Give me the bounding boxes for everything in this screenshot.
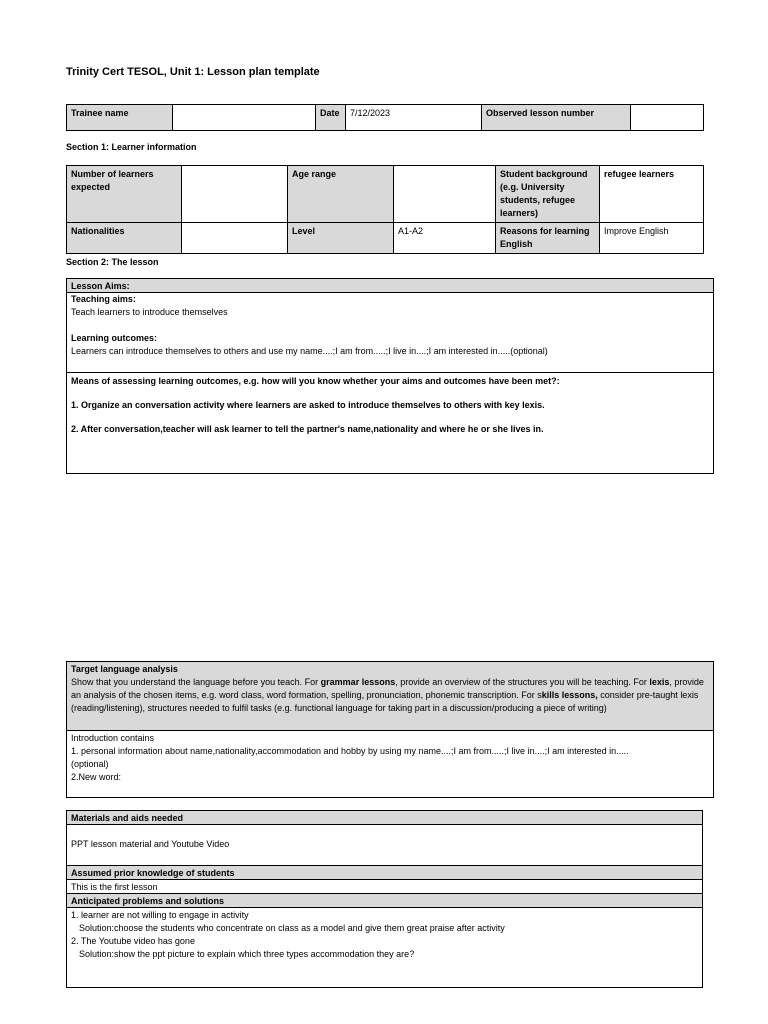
problems-label: Anticipated problems and solutions xyxy=(67,894,702,908)
problem-line: 2. The Youtube video has gone xyxy=(71,936,195,946)
trainee-name-label: Trainee name xyxy=(67,105,173,131)
materials-field[interactable]: PPT lesson material and Youtube Video xyxy=(67,825,702,866)
reasons-label: Reasons for learning English xyxy=(496,223,600,254)
solution-line: Solution:show the ppt picture to explain which three types accommodation they are? xyxy=(79,949,415,959)
learner-info-table xyxy=(66,165,704,254)
background-field[interactable]: refugee learners xyxy=(600,166,704,223)
target-language-content[interactable] xyxy=(67,731,713,785)
target-language-box xyxy=(66,661,714,798)
target-language-title: Target language analysis xyxy=(71,664,178,674)
age-range-field[interactable] xyxy=(394,166,496,223)
trainee-info-table xyxy=(66,104,704,131)
prior-knowledge-field[interactable]: This is the first lesson xyxy=(67,880,702,894)
nationalities-label: Nationalities xyxy=(67,223,182,254)
target-language-header xyxy=(67,662,713,731)
problems-field[interactable] xyxy=(67,908,702,962)
reasons-field[interactable]: Improve English xyxy=(600,223,704,254)
learning-outcomes-value[interactable]: Learners can introduce themselves to others and use my name....;I am from.....;I live in....;I am interested in.....(optional) xyxy=(71,346,548,356)
target-language-description: Show that you understand the language before you teach. For grammar lessons, provide an overview of the structures you will be teaching. For lexis, provide an analysis of the chosen items, e.g. word class, word formation, spelling, pronunciation, phonemic transcription. For skills lessons, consider pre-taught lexis (reading/listening), structures needed to fulfil tasks (e.g. functional language for taking part in a discussion/producing a piece of writing) xyxy=(71,677,704,713)
materials-box xyxy=(66,810,703,988)
content-line: 1. personal information about name,nationality,accommodation and hobby by using my name....;I am from.....;I live in....;I am interested in..... xyxy=(71,746,629,756)
teaching-aims-label: Teaching aims: xyxy=(71,294,136,304)
assessing-cell xyxy=(67,373,713,437)
content-line: 2.New word: xyxy=(71,772,122,782)
date-field[interactable]: 7/12/2023 xyxy=(346,105,482,131)
teaching-aims-value[interactable]: Teach learners to introduce themselves xyxy=(71,307,228,317)
problem-line: 1. learner are not willing to engage in activity xyxy=(71,910,249,920)
assessing-item[interactable]: 2. After conversation,teacher will ask learner to tell the partner's name,nationality and where he or she lives in. xyxy=(71,424,544,434)
solution-line: Solution:choose the students who concentrate on class as a model and give them great praise after activity xyxy=(79,923,505,933)
age-range-label: Age range xyxy=(288,166,394,223)
page-title: Trinity Cert TESOL, Unit 1: Lesson plan template xyxy=(66,66,320,78)
background-label: Student background (e.g. University students, refugee learners) xyxy=(496,166,600,223)
materials-label: Materials and aids needed xyxy=(67,811,702,825)
prior-knowledge-label: Assumed prior knowledge of students xyxy=(67,866,702,880)
lesson-aims-box xyxy=(66,278,714,474)
date-label: Date xyxy=(316,105,346,131)
level-field[interactable]: A1-A2 xyxy=(394,223,496,254)
nationalities-field[interactable] xyxy=(182,223,288,254)
section1-heading: Section 1: Learner information xyxy=(66,142,197,152)
content-line: (optional) xyxy=(71,759,109,769)
aims-outcomes-cell xyxy=(67,293,713,373)
content-line: Introduction contains xyxy=(71,733,155,743)
num-learners-label: Number of learners expected xyxy=(67,166,182,223)
assessing-label: Means of assessing learning outcomes, e.g. how will you know whether your aims and outcomes have been met?: xyxy=(71,376,560,386)
num-learners-field[interactable] xyxy=(182,166,288,223)
level-label: Level xyxy=(288,223,394,254)
trainee-name-field[interactable] xyxy=(173,105,316,131)
observed-lesson-field[interactable] xyxy=(631,105,704,131)
lesson-aims-header: Lesson Aims: xyxy=(67,279,713,293)
assessing-item[interactable]: 1. Organize an conversation activity where learners are asked to introduce themselves to others with key lexis. xyxy=(71,400,545,410)
learning-outcomes-label: Learning outcomes: xyxy=(71,333,158,343)
section2-heading: Section 2: The lesson xyxy=(66,257,159,267)
observed-lesson-label: Observed lesson number xyxy=(482,105,631,131)
